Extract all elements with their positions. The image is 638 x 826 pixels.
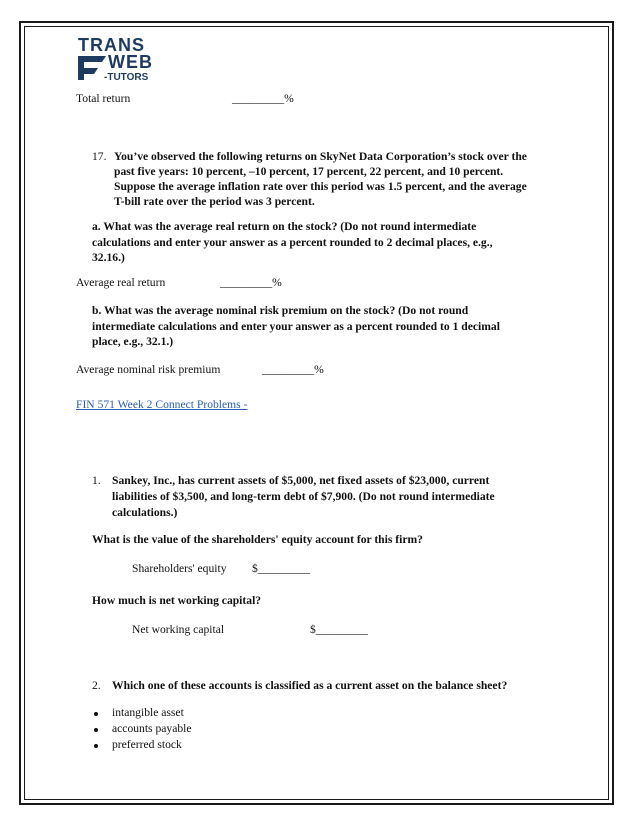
q17b-line-1: b. What was the average nominal risk premium on the stock? (Do not round [92, 304, 469, 317]
net-working-capital-label: Net working capital [132, 623, 225, 636]
avg-nominal-premium-blank[interactable]: _________% [262, 363, 324, 376]
q2-option-1[interactable]: intangible asset [112, 706, 184, 719]
logo-line1: TRANS [78, 35, 145, 55]
q17b-line-3: place, e.g., 32.1.) [92, 335, 174, 348]
connect-problems-link[interactable]: FIN 571 Week 2 Connect Problems - [76, 398, 248, 411]
avg-real-return-label: Average real return [76, 276, 166, 289]
q17b-line-2: intermediate calculations and enter your answer as a percent rounded to 1 decimal [92, 320, 500, 333]
q17a-line-1: a. What was the average real return on the stock? (Do not round intermediate [92, 220, 477, 233]
q17-line-1: You’ve observed the following returns on SkyNet Data Corporation’s stock over the [114, 150, 527, 163]
bullet-icon [94, 728, 98, 732]
q17-number: 17. [92, 150, 107, 163]
avg-nominal-premium-label: Average nominal risk premium [76, 363, 221, 376]
q2-number: 2. [92, 679, 101, 692]
logo-line2: WEB [108, 52, 153, 72]
q1-number: 1. [92, 474, 101, 487]
q17a-line-2: calculations and enter your answer as a percent rounded to 2 decimal places, e.g., [92, 236, 493, 249]
shareholders-equity-blank[interactable]: $_________ [252, 562, 310, 575]
q2-text: Which one of these accounts is classified as a current asset on the balance sheet? [112, 679, 508, 692]
avg-real-return-blank[interactable]: _________% [220, 276, 282, 289]
bullet-icon [94, 744, 98, 748]
bullet-icon [94, 712, 98, 716]
shareholders-equity-label: Shareholders' equity [132, 562, 227, 575]
q1-sub-question-2: How much is net working capital? [92, 594, 262, 607]
q17a-line-3: 32.16.) [92, 251, 125, 264]
q17-line-2: past five years: 10 percent, –10 percent, 17 percent, 22 percent, and 10 percent. [114, 165, 504, 178]
q1-line-3: calculations.) [112, 506, 178, 519]
q1-line-1: Sankey, Inc., has current assets of $5,000, net fixed assets of $23,000, current [112, 474, 490, 487]
q1-line-2: liabilities of $3,500, and long-term debt of $7,900. (Do not round intermediate [112, 490, 495, 503]
logo-tagline: -TUTORS [104, 72, 149, 83]
q2-option-2[interactable]: accounts payable [112, 722, 192, 735]
total-return-label: Total return [76, 92, 131, 105]
q2-option-3[interactable]: preferred stock [112, 738, 182, 751]
net-working-capital-blank[interactable]: $_________ [310, 623, 368, 636]
q17-line-4: T-bill rate over the period was 3 percent. [114, 195, 315, 208]
total-return-blank[interactable]: _________% [232, 92, 294, 105]
q17-line-3: Suppose the average inflation rate over this period was 1.5 percent, and the average [114, 180, 527, 193]
q1-sub-question-1: What is the value of the shareholders' equity account for this firm? [92, 533, 423, 546]
transweb-logo [76, 34, 176, 84]
